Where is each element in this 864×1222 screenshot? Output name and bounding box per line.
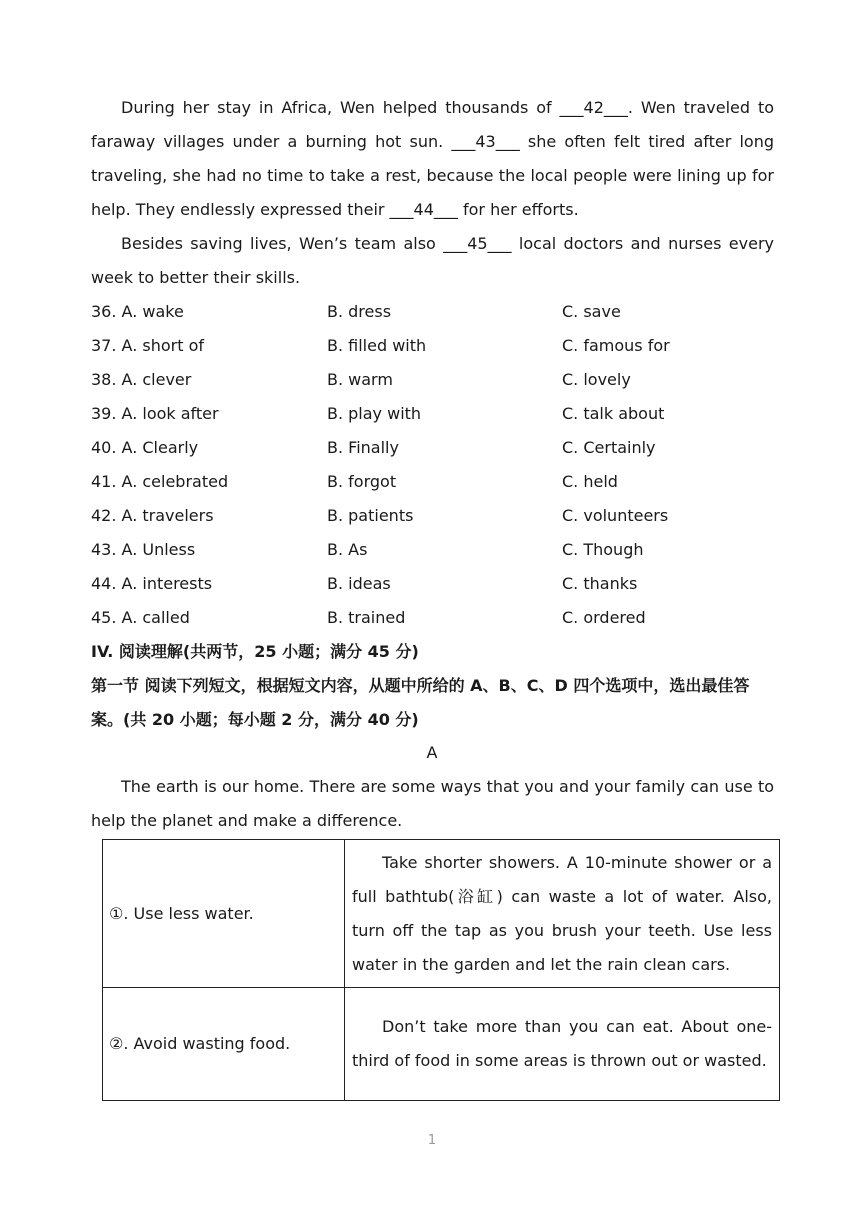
option-a: 37. A. short of bbox=[91, 336, 204, 355]
option-b: B. ideas bbox=[327, 574, 391, 593]
option-b: B. Finally bbox=[327, 438, 399, 457]
option-a: 41. A. celebrated bbox=[91, 472, 229, 491]
option-c: C. volunteers bbox=[562, 506, 669, 525]
option-a: 45. A. called bbox=[91, 608, 190, 627]
option-b: B. warm bbox=[327, 370, 393, 389]
option-row-36 bbox=[91, 295, 774, 329]
option-c: C. talk about bbox=[562, 404, 665, 423]
page-number: 1 bbox=[427, 1133, 437, 1148]
option-c: C. famous for bbox=[562, 336, 670, 355]
option-row-40 bbox=[91, 431, 774, 465]
option-row-41 bbox=[91, 465, 774, 499]
tip-title: ②. Avoid wasting food. bbox=[103, 988, 345, 1101]
option-a: 44. A. interests bbox=[91, 574, 213, 593]
option-c: C. lovely bbox=[562, 370, 631, 389]
option-a: 42. A. travelers bbox=[91, 506, 214, 525]
option-a: 43. A. Unless bbox=[91, 540, 196, 559]
option-c: C. Though bbox=[562, 540, 644, 559]
option-row-38 bbox=[91, 363, 774, 397]
option-a: 38. A. clever bbox=[91, 370, 192, 389]
table-row bbox=[103, 840, 780, 988]
option-row-43 bbox=[91, 533, 774, 567]
tips-table bbox=[102, 839, 780, 1101]
option-b: B. play with bbox=[327, 404, 422, 423]
option-a: 39. A. look after bbox=[91, 404, 219, 423]
option-c: C. ordered bbox=[562, 608, 646, 627]
option-b: B. filled with bbox=[327, 336, 427, 355]
section-subtitle: 第一节 阅读下列短文，根据短文内容，从题中所给的 A、B、C、D 四个选项中，选出最佳答案。(共 20 小题；每小题 2 分，满分 40 分) bbox=[91, 676, 750, 729]
reading-intro: The earth is our home. There are some ways that you and your family can use to help the planet and make a difference. bbox=[91, 777, 774, 830]
option-row-44 bbox=[91, 567, 774, 601]
option-b: B. patients bbox=[327, 506, 414, 525]
option-c: C. save bbox=[562, 302, 621, 321]
option-b: B. As bbox=[327, 540, 368, 559]
tip-text: Take shorter showers. A 10-minute shower or a full bathtub(浴缸) can waste a lot of water. Also, turn off the tap as you brush your teeth. Use less water in the garden and let the rain clean cars. bbox=[345, 840, 780, 988]
option-row-37 bbox=[91, 329, 774, 363]
option-a: 36. A. wake bbox=[91, 302, 184, 321]
option-c: C. thanks bbox=[562, 574, 638, 593]
option-row-39 bbox=[91, 397, 774, 431]
passage-paragraph-2: Besides saving lives, Wen’s team also ___45___ local doctors and nurses every week to better their skills. bbox=[91, 234, 774, 287]
option-a: 40. A. Clearly bbox=[91, 438, 199, 457]
section-title: IV. 阅读理解(共两节，25 小题；满分 45 分) bbox=[91, 642, 419, 661]
passage-paragraph-1: During her stay in Africa, Wen helped thousands of ___42___. Wen traveled to faraway villages under a burning hot sun. ___43___ she often felt tired after long traveling, she had no time to take a rest, because the local people were lining up for help. They endlessly expressed their ___44___ for her efforts. bbox=[91, 98, 774, 219]
option-b: B. dress bbox=[327, 302, 392, 321]
tip-text: Don’t take more than you can eat. About one-third of food in some areas is thrown out or wasted. bbox=[345, 988, 780, 1101]
option-b: B. trained bbox=[327, 608, 406, 627]
option-row-42 bbox=[91, 499, 774, 533]
table-row bbox=[103, 988, 780, 1101]
option-row-45 bbox=[91, 601, 774, 635]
tip-title: ①. Use less water. bbox=[103, 840, 345, 988]
option-c: C. Certainly bbox=[562, 438, 656, 457]
option-b: B. forgot bbox=[327, 472, 397, 491]
option-c: C. held bbox=[562, 472, 618, 491]
passage-label: A bbox=[426, 743, 438, 762]
